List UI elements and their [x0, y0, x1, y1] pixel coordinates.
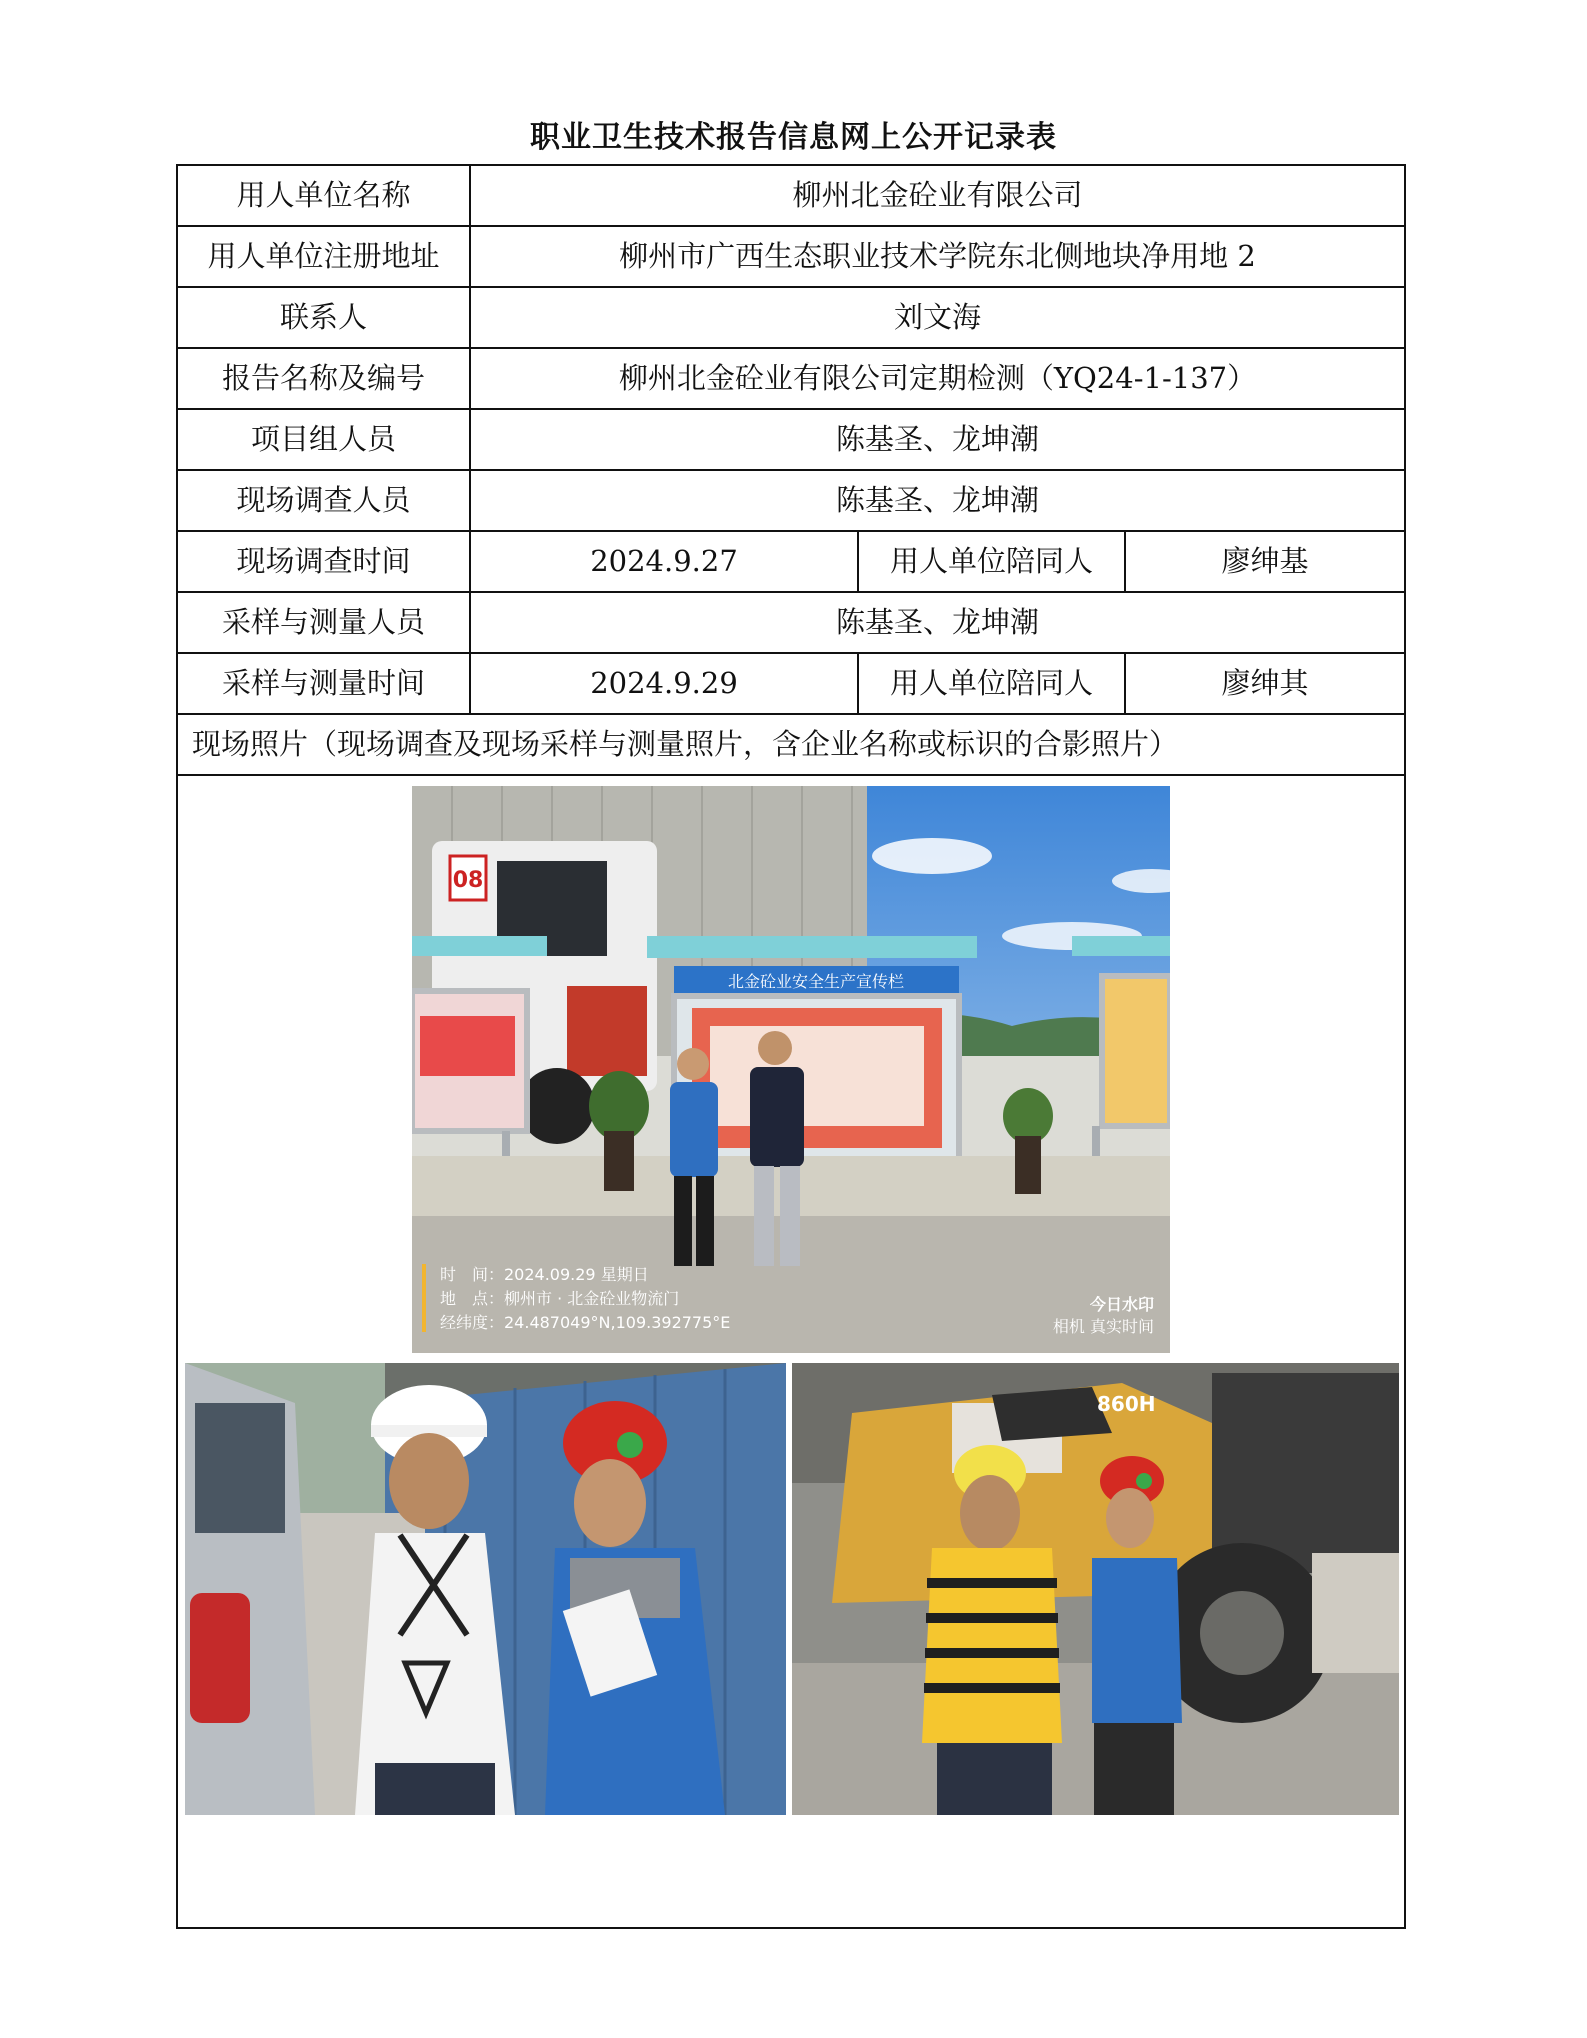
employer-name-label: 用人单位名称	[177, 165, 470, 226]
survey-time-value: 2024.9.27	[470, 531, 858, 592]
row-sampling-time	[177, 653, 1405, 714]
photo-cell	[177, 775, 1405, 1928]
watermark-coords: 经纬度：24.487049°N,109.392775°E	[440, 1313, 731, 1332]
sampling-time-label: 采样与测量时间	[177, 653, 470, 714]
row-photo-caption	[177, 714, 1405, 775]
sampling-companion-label: 用人单位陪同人	[858, 653, 1125, 714]
row-sampling-staff	[177, 592, 1405, 653]
photo-sampling-worker-1	[185, 1363, 786, 1815]
row-project-team	[177, 409, 1405, 470]
survey-staff-label: 现场调查人员	[177, 470, 470, 531]
survey-time-label: 现场调查时间	[177, 531, 470, 592]
project-team-value: 陈基圣、龙坤潮	[470, 409, 1405, 470]
row-contact	[177, 287, 1405, 348]
photo-sampling-worker-2	[792, 1363, 1399, 1815]
watermark-brand-sub: 相机 真实时间	[1052, 1317, 1154, 1336]
sampling-time-value: 2024.9.29	[470, 653, 858, 714]
sampling-staff-value: 陈基圣、龙坤潮	[470, 592, 1405, 653]
row-survey-time	[177, 531, 1405, 592]
photo-site-group	[412, 786, 1170, 1353]
row-employer-address	[177, 226, 1405, 287]
photo-caption: 现场照片（现场调查及现场采样与测量照片，含企业名称或标识的合影照片）	[177, 714, 1405, 775]
board-title: 北金砼业安全生产宣传栏	[727, 972, 905, 991]
report-value: 柳州北金砼业有限公司定期检测（YQ24-1-137）	[470, 348, 1405, 409]
contact-label: 联系人	[177, 287, 470, 348]
sampling-companion-value: 廖绅其	[1125, 653, 1405, 714]
contact-value: 刘文海	[470, 287, 1405, 348]
row-photos	[177, 775, 1405, 1928]
survey-staff-value: 陈基圣、龙坤潮	[470, 470, 1405, 531]
survey-companion-value: 廖绅基	[1125, 531, 1405, 592]
truck-number: 08	[452, 868, 484, 893]
employer-address-label: 用人单位注册地址	[177, 226, 470, 287]
sampling-staff-label: 采样与测量人员	[177, 592, 470, 653]
row-survey-staff	[177, 470, 1405, 531]
row-report	[177, 348, 1405, 409]
watermark-place: 地 点：柳州市 · 北金砼业物流门	[440, 1289, 680, 1308]
watermark-brand: 今日水印	[1089, 1295, 1154, 1314]
survey-companion-label: 用人单位陪同人	[858, 531, 1125, 592]
report-label: 报告名称及编号	[177, 348, 470, 409]
row-employer-name	[177, 165, 1405, 226]
record-table	[176, 164, 1406, 1929]
parked-car	[185, 1363, 315, 1815]
watermark-time: 时 间：2024.09.29 星期日	[440, 1265, 649, 1284]
employer-address-value: 柳州市广西生态职业技术学院东北侧地块净用地 2	[470, 226, 1405, 287]
machine-label: 860H	[1097, 1392, 1156, 1416]
employer-name-value: 柳州北金砼业有限公司	[470, 165, 1405, 226]
project-team-label: 项目组人员	[177, 409, 470, 470]
page-title: 职业卫生技术报告信息网上公开记录表	[530, 120, 1057, 155]
